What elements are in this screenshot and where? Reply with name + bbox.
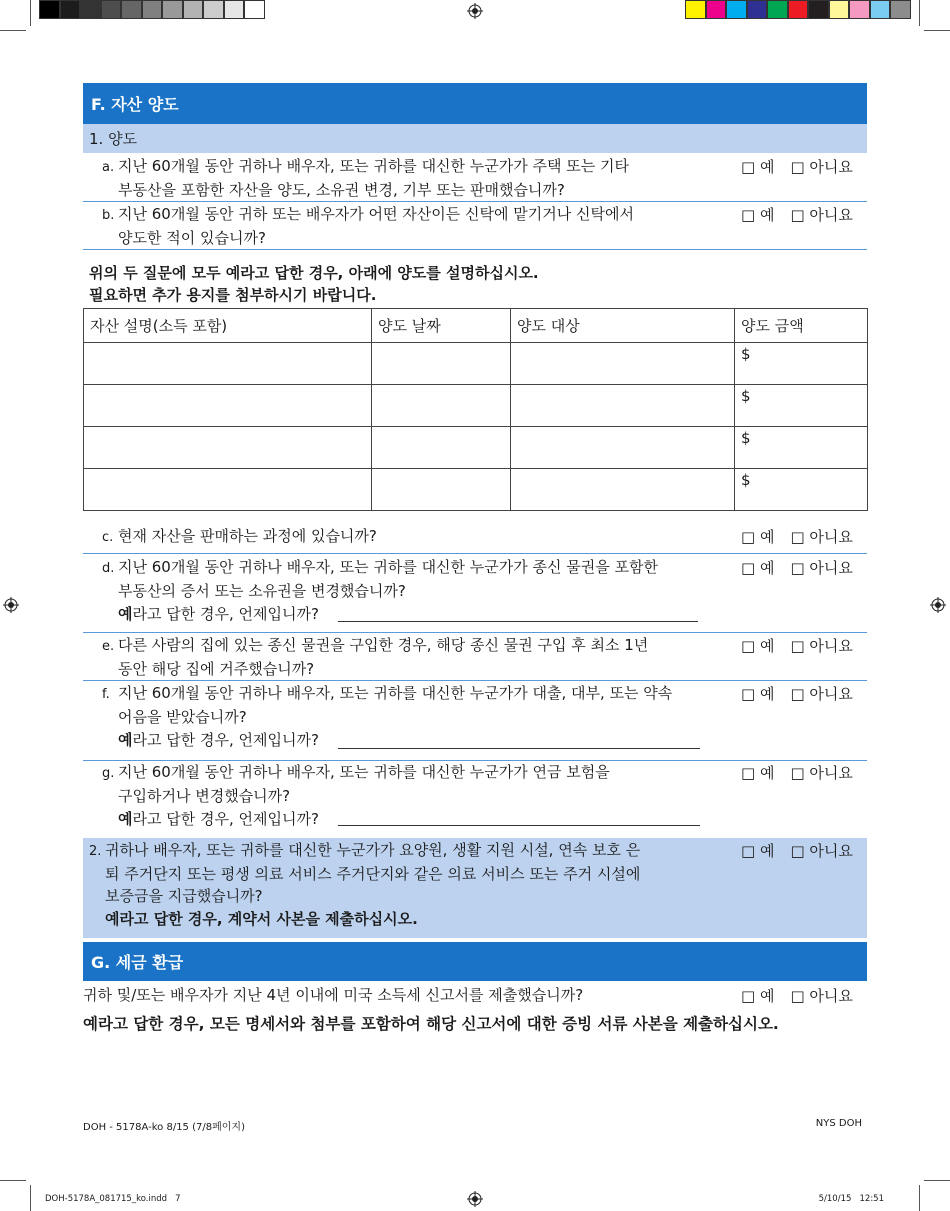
tax-return-yes-no[interactable] [741, 985, 869, 1006]
no-checkbox[interactable]: □ 아니요 [790, 559, 853, 577]
tax-return-note: 예라고 답한 경우, 모든 명세서와 첨부를 포함하여 해당 신고서에 대한 증빙 서류 사본을 제출하십시오. [83, 1015, 779, 1033]
crop-mark [30, 1185, 31, 1211]
subsection-transfer-title: 1. 양도 [89, 130, 138, 148]
section-f-header [83, 83, 867, 124]
question-d-yes-no[interactable] [741, 557, 869, 578]
yes-checkbox[interactable]: □ 예 [741, 206, 775, 224]
slug-file-name: DOH-5178A_081715_ko.indd 7 [45, 1194, 181, 1204]
table-cell-input[interactable]: $ [735, 385, 868, 427]
calibration-swatch [808, 0, 829, 19]
table-row [84, 343, 868, 385]
table-cell-input[interactable] [511, 343, 735, 385]
section-g-header [83, 942, 867, 981]
date-input-line[interactable] [338, 748, 700, 749]
no-checkbox[interactable]: □ 아니요 [790, 637, 853, 655]
calibration-swatch [183, 0, 204, 19]
no-checkbox[interactable]: □ 아니요 [790, 842, 853, 860]
yes-checkbox[interactable]: □ 예 [741, 158, 775, 176]
table-cell-input[interactable] [84, 343, 372, 385]
crop-mark [924, 1180, 950, 1181]
question-f: f. 지난 60개월 동안 귀하나 배우자, 또는 귀하를 대신한 누군가가 대출, 대부, 또는 약속 어음을 받았습니까? 예라고 답한 경우, 언제입니까? [102, 684, 673, 749]
yes-checkbox[interactable]: □ 예 [741, 637, 775, 655]
transfer-instructions: 위의 두 질문에 모두 예라고 답한 경우, 아래에 양도를 설명하십시오. 필요하면 추가 용지를 첨부하시기 바랍니다. [89, 264, 539, 304]
color-calibration-strip [685, 0, 911, 21]
question-d: d. 지난 60개월 동안 귀하나 배우자, 또는 귀하를 대신한 누군가가 종신 물권을 포함한 부동산의 증서 또는 소유권을 변경했습니까? 예라고 답한 경우, 언제입니까? [102, 558, 658, 623]
yes-checkbox[interactable]: □ 예 [741, 842, 775, 860]
no-checkbox[interactable]: □ 아니요 [790, 685, 853, 703]
table-row [84, 427, 868, 469]
calibration-swatch [80, 0, 101, 19]
question-2-note: 예라고 답한 경우, 계약서 사본을 제출하십시오. [105, 910, 418, 928]
question-e: e. 다른 사람의 집에 있는 종신 물권을 구입한 경우, 해당 종신 물권 구입 후 최소 1년 동안 해당 집에 거주했습니까? [102, 636, 649, 678]
crop-mark [919, 1185, 920, 1211]
question-2: 2. 귀하나 배우자, 또는 귀하를 대신한 누군가가 요양원, 생활 지원 시설, 연속 보호 은 퇴 주거단지 또는 평생 의료 서비스 주거단지와 같은 의료 서비스 또는 주거 시설에 보증금을 지급했습니까? [89, 841, 641, 905]
calibration-swatch [203, 0, 224, 19]
question-g: g. 지난 60개월 동안 귀하나 배우자, 또는 귀하를 대신한 누군가가 연금 보험을 구입하거나 변경했습니까? 예라고 답한 경우, 언제입니까? [102, 763, 610, 828]
calibration-swatch [829, 0, 850, 19]
question-e-yes-no[interactable] [741, 635, 869, 656]
yes-checkbox[interactable]: □ 예 [741, 764, 775, 782]
subsection-transfer-header [83, 124, 867, 153]
question-b: b. 지난 60개월 동안 귀하 또는 배우자가 어떤 자산이든 신탁에 맡기거나 신탁에서 양도한 적이 있습니까? [102, 205, 634, 247]
calibration-swatch [121, 0, 142, 19]
calibration-swatch [244, 0, 265, 19]
yes-checkbox[interactable]: □ 예 [741, 528, 775, 546]
slug-date: 5/10/15 12:51 [818, 1194, 884, 1204]
crop-mark [924, 30, 950, 31]
column-header: 자산 설명(소득 포함) [84, 309, 372, 343]
registration-mark-icon [467, 1191, 483, 1207]
table-row [84, 385, 868, 427]
crop-mark [0, 1180, 26, 1181]
registration-mark-icon [3, 597, 19, 613]
registration-mark-icon [467, 3, 483, 19]
no-checkbox[interactable]: □ 아니요 [790, 764, 853, 782]
asset-transfer-table [83, 308, 868, 511]
calibration-swatch [60, 0, 81, 19]
table-cell-input[interactable] [372, 427, 511, 469]
crop-mark [0, 30, 26, 31]
agency-label: NYS DOH [815, 1118, 862, 1129]
calibration-swatch [142, 0, 163, 19]
table-cell-input[interactable] [372, 343, 511, 385]
table-cell-input[interactable]: $ [735, 469, 868, 511]
yes-checkbox[interactable]: □ 예 [741, 559, 775, 577]
table-cell-input[interactable] [84, 469, 372, 511]
calibration-swatch [870, 0, 891, 19]
column-header: 양도 날짜 [372, 309, 511, 343]
date-input-line[interactable] [338, 825, 700, 826]
calibration-swatch [747, 0, 768, 19]
crop-mark [30, 0, 31, 26]
calibration-swatch [39, 0, 60, 19]
table-cell-input[interactable] [372, 385, 511, 427]
no-checkbox[interactable]: □ 아니요 [790, 528, 853, 546]
table-row [84, 469, 868, 511]
table-cell-input[interactable] [84, 385, 372, 427]
no-checkbox[interactable]: □ 아니요 [790, 987, 853, 1005]
column-header: 양도 금액 [735, 309, 868, 343]
divider [83, 632, 867, 633]
question-a-yes-no[interactable] [741, 156, 869, 177]
divider [83, 201, 867, 202]
divider [83, 553, 867, 554]
table-cell-input[interactable] [372, 469, 511, 511]
no-checkbox[interactable]: □ 아니요 [790, 206, 853, 224]
question-g-yes-no[interactable] [741, 762, 869, 783]
table-cell-input[interactable] [84, 427, 372, 469]
section-g-title: G. 세금 환급 [91, 953, 184, 972]
calibration-swatch [224, 0, 245, 19]
calibration-swatch [788, 0, 809, 19]
yes-checkbox[interactable]: □ 예 [741, 685, 775, 703]
question-c-yes-no[interactable] [741, 526, 869, 547]
table-cell-input[interactable] [511, 385, 735, 427]
registration-mark-icon [930, 597, 946, 613]
calibration-swatch [890, 0, 911, 19]
question-b-yes-no[interactable] [741, 204, 869, 225]
question-2-yes-no[interactable] [741, 840, 869, 861]
gray-calibration-strip [39, 0, 265, 21]
tax-return-question: 귀하 및/또는 배우자가 지난 4년 이내에 미국 소득세 신고서를 제출했습니까? [83, 986, 584, 1004]
table-header-row [84, 309, 868, 343]
no-checkbox[interactable]: □ 아니요 [790, 158, 853, 176]
divider [83, 680, 867, 681]
yes-checkbox[interactable]: □ 예 [741, 987, 775, 1005]
date-input-line[interactable] [338, 621, 698, 622]
calibration-swatch [706, 0, 727, 19]
table-cell-input[interactable] [511, 469, 735, 511]
section-f-title: F. 자산 양도 [91, 95, 179, 114]
question-a: a. 지난 60개월 동안 귀하나 배우자, 또는 귀하를 대신한 누군가가 주택 또는 기타 부동산을 포함한 자산을 양도, 소유권 변경, 기부 또는 판매했습니까? [102, 157, 630, 199]
crop-mark [919, 0, 920, 26]
divider [83, 249, 867, 250]
calibration-swatch [101, 0, 122, 19]
table-cell-input[interactable]: $ [735, 427, 868, 469]
question-c: c. 현재 자산을 판매하는 과정에 있습니까? [102, 527, 377, 545]
calibration-swatch [726, 0, 747, 19]
calibration-swatch [767, 0, 788, 19]
form-identifier: DOH - 5178A-ko 8/15 (7/8페이지) [83, 1122, 245, 1133]
calibration-swatch [685, 0, 706, 19]
column-header: 양도 대상 [511, 309, 735, 343]
table-cell-input[interactable] [511, 427, 735, 469]
question-f-yes-no[interactable] [741, 683, 869, 704]
calibration-swatch [849, 0, 870, 19]
calibration-swatch [162, 0, 183, 19]
table-cell-input[interactable]: $ [735, 343, 868, 385]
